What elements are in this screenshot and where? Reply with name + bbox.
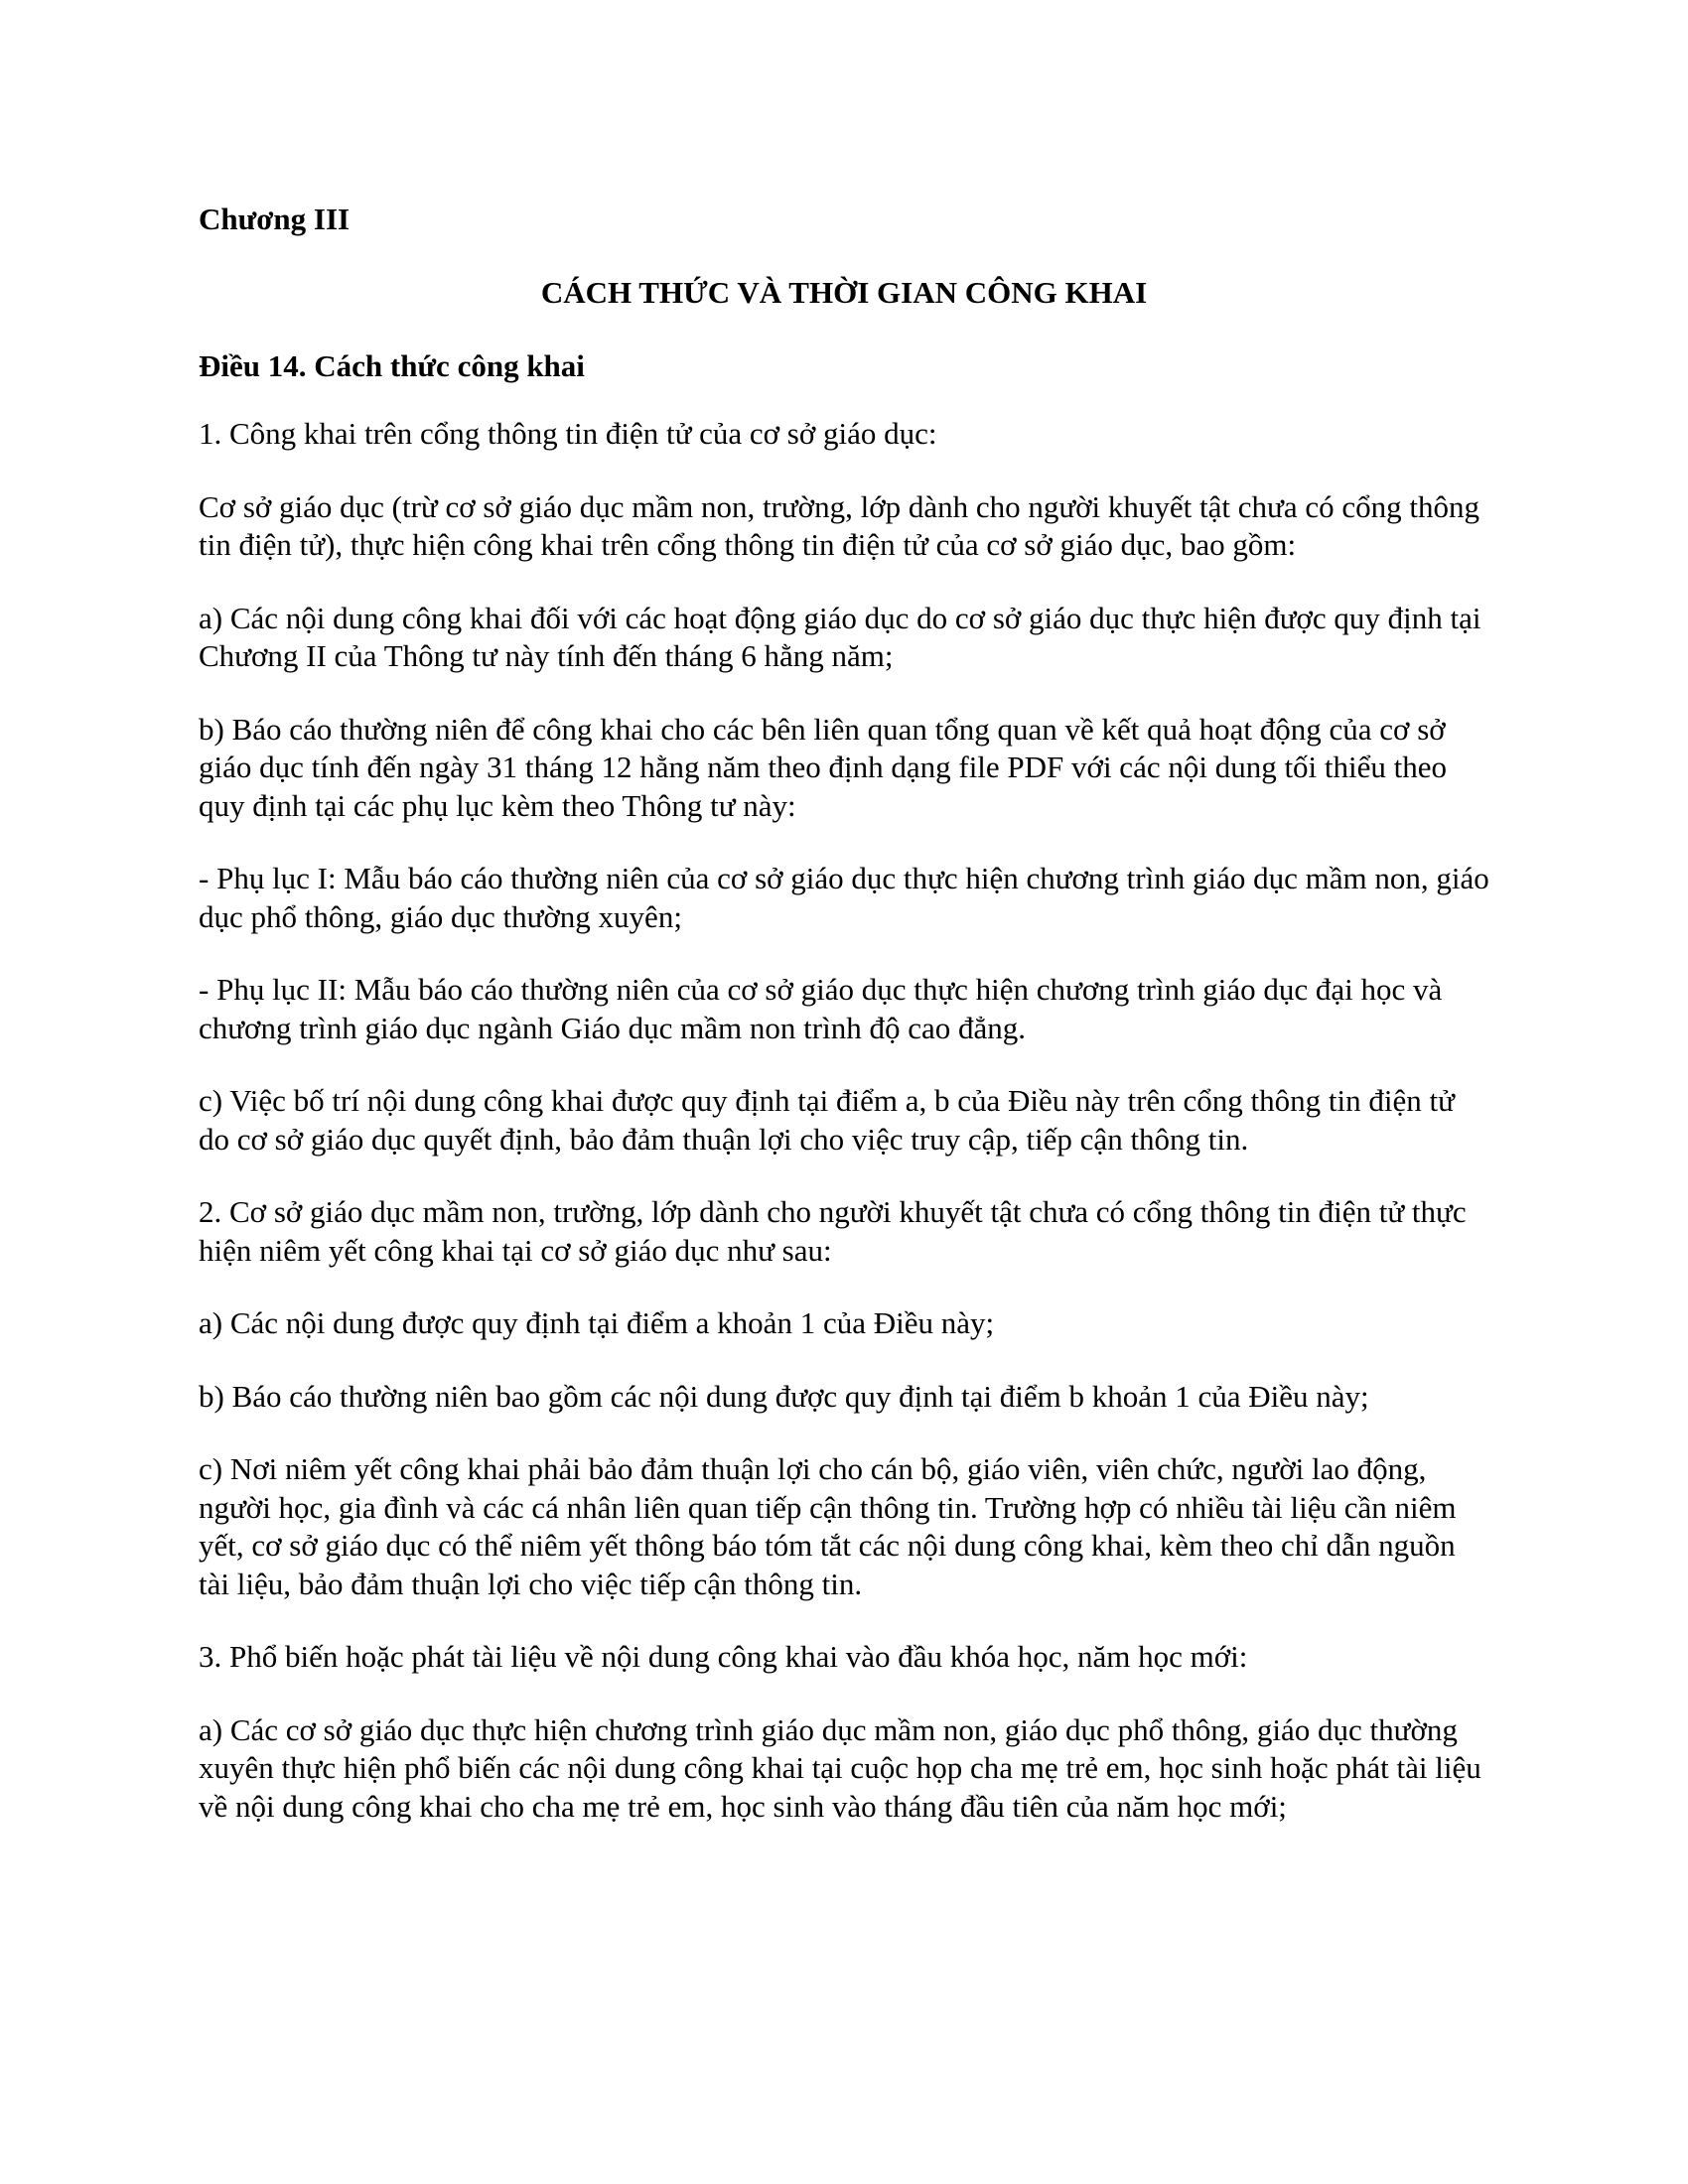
paragraph-10: b) Báo cáo thường niên bao gồm các nội dung được quy định tại điểm b khoản 1 của Điều này; — [199, 1378, 1369, 1414]
paragraph-13: a) Các cơ sở giáo dục thực hiện chương trình giáo dục mầm non, giáo dục phổ thông, giáo dục thường xuyên thực hiện phổ biến các nội dung công khai tại cuộc họp cha mẹ trẻ em, học sinh hoặc phát tài liệu về nội dung công khai cho cha mẹ trẻ em, học sinh vào tháng đầu tiên của năm học mới; — [199, 1711, 1481, 1824]
paragraph-4: b) Báo cáo thường niên để công khai cho các bên liên quan tổng quan về kết quả hoạt động của cơ sở giáo dục tính đến ngày 31 tháng 12 hằng năm theo định dạng file PDF với các nội dung tối thiểu theo quy định tại các phụ lục kèm theo Thông tư này: — [199, 711, 1448, 823]
paragraph-2: Cơ sở giáo dục (trừ cơ sở giáo dục mầm non, trường, lớp dành cho người khuyết tật chưa có cổng thông tin điện tử), thực hiện công khai trên cổng thông tin điện tử của cơ sở giáo dục, bao gồm: — [199, 488, 1479, 562]
paragraph-12: 3. Phổ biến hoặc phát tài liệu về nội dung công khai vào đầu khóa học, năm học mới: — [199, 1639, 1248, 1674]
paragraph-11: c) Nơi niêm yết công khai phải bảo đảm thuận lợi cho cán bộ, giáo viên, viên chức, người lao động, người học, gia đình và các cá nhân liên quan tiếp cận thông tin. Trường hợp có nhiều tài liệu cần niêm yết, cơ sở giáo dục có thể niêm yết thông báo tóm tắt các nội dung công khai, kèm theo chỉ dẫn nguồn tài liệu, bảo đảm thuận lợi cho việc tiếp cận thông tin. — [199, 1451, 1457, 1601]
paragraph-3: a) Các nội dung công khai đối với các hoạt động giáo dục do cơ sở giáo dục thực hiện được quy định tại Chương II của Thông tư này tính đến tháng 6 hằng năm; — [199, 600, 1481, 673]
chapter-heading: Chương III — [199, 202, 351, 236]
paragraph-6: - Phụ lục II: Mẫu báo cáo thường niên của cơ sở giáo dục thực hiện chương trình giáo dục đại học và chương trình giáo dục ngành Giáo dục mầm non trình độ cao đẳng. — [199, 972, 1443, 1045]
paragraph-5: - Phụ lục I: Mẫu báo cáo thường niên của cơ sở giáo dục thực hiện chương trình giáo dục mầm non, giáo dục phổ thông, giáo dục thường xuyên; — [199, 861, 1489, 934]
section-title: CÁCH THỨC VÀ THỜI GIAN CÔNG KHAI — [540, 275, 1148, 310]
paragraph-9: a) Các nội dung được quy định tại điểm a khoản 1 của Điều này; — [199, 1305, 995, 1340]
paragraph-8: 2. Cơ sở giáo dục mầm non, trường, lớp dành cho người khuyết tật chưa có cổng thông tin điện tử thực hiện niêm yết công khai tại cơ sở giáo dục như sau: — [199, 1194, 1467, 1268]
document-page — [199, 195, 1489, 1860]
paragraph-7: c) Việc bố trí nội dung công khai được quy định tại điểm a, b của Điều này trên cổng thông tin điện tử do cơ sở giáo dục quyết định, bảo đảm thuận lợi cho việc truy cập, tiếp cận thông tin. — [199, 1083, 1455, 1157]
paragraph-1: 1. Công khai trên cổng thông tin điện tử của cơ sở giáo dục: — [199, 416, 937, 451]
article-title: Điều 14. Cách thức công khai — [199, 348, 585, 383]
